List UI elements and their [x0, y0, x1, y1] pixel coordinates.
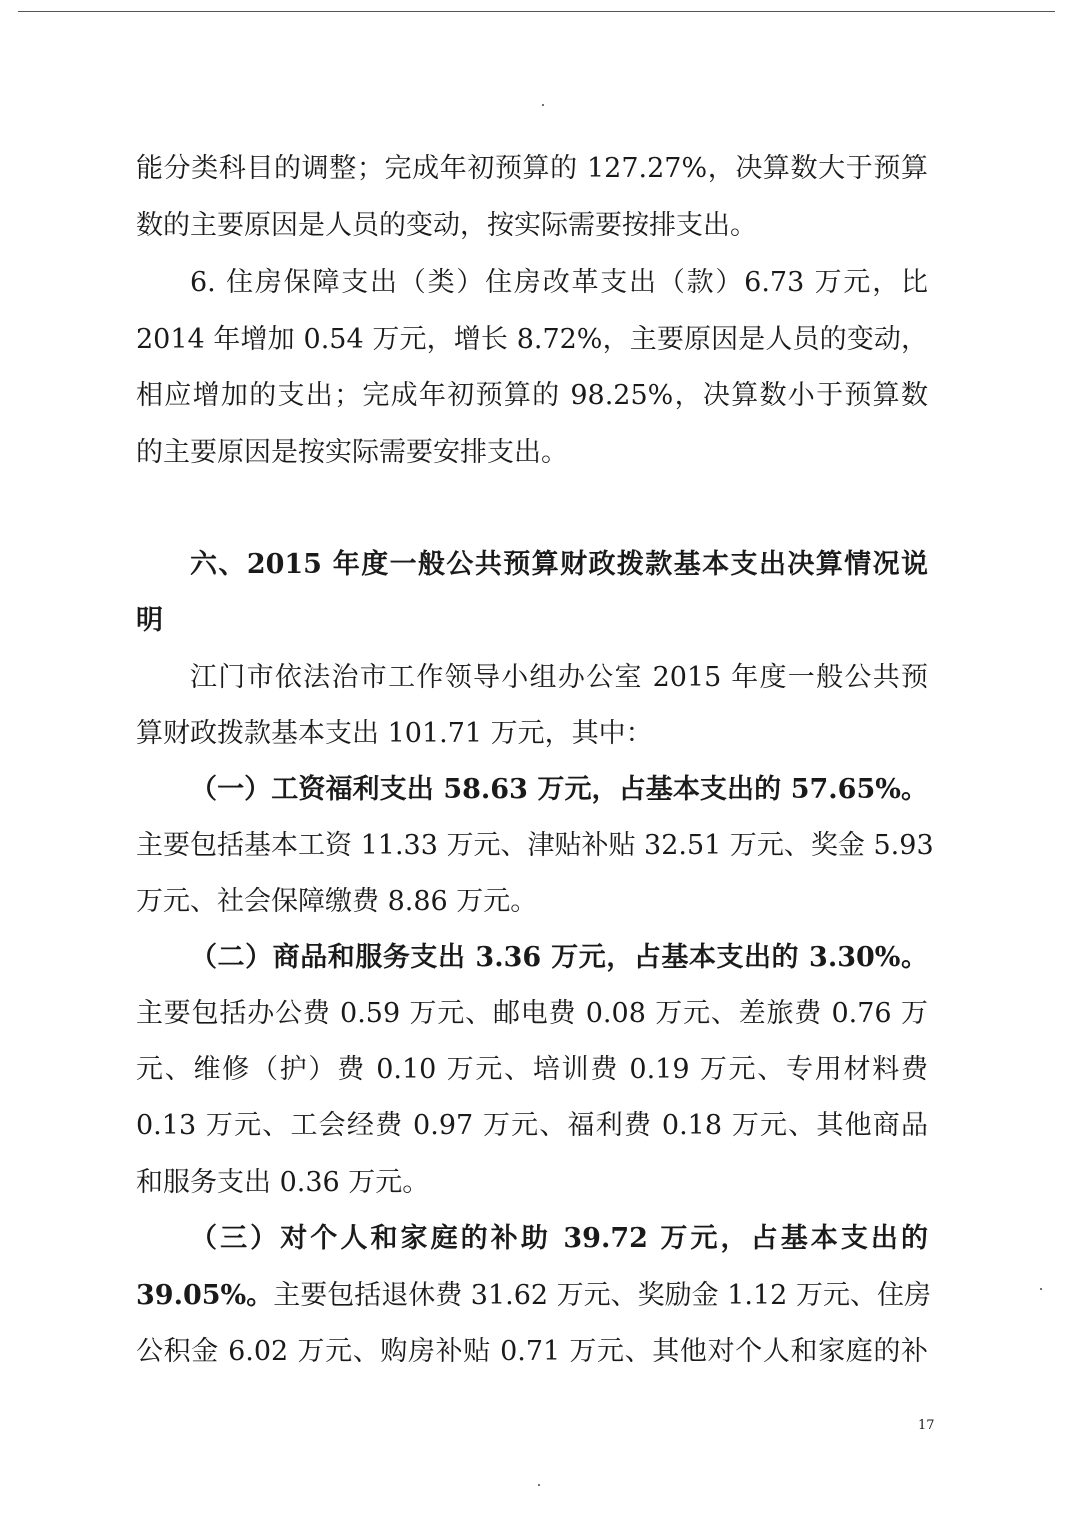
text-line: 主要包括办公费 0.59 万元、邮电费 0.08 万元、差旅费 0.76 万 [136, 998, 928, 1029]
subheading-goods-services: （二）商品和服务支出 3.36 万元，占基本支出的 3.30%。 [190, 942, 928, 973]
text-line: 和服务支出 0.36 万元。 [136, 1167, 430, 1198]
section-heading: 六、2015 年度一般公共预算财政拨款基本支出决算情况说 [190, 549, 928, 580]
text-line: 万元、社会保障缴费 8.86 万元。 [136, 886, 538, 917]
text-line: 能分类科目的调整；完成年初预算的 127.27%，决算数大于预算 [136, 153, 928, 184]
subheading-wages: （一）工资福利支出 58.63 万元，占基本支出的 57.65%。 [190, 774, 928, 805]
scan-speck [538, 1484, 540, 1486]
scan-speck [1040, 1288, 1042, 1290]
scan-speck [542, 104, 544, 106]
text-line: 主要包括退休费 31.62 万元、奖励金 1.12 万元、住房 [273, 1280, 931, 1311]
text-line: 公积金 6.02 万元、购房补贴 0.71 万元、其他对个人和家庭的补 [136, 1336, 928, 1367]
text-line-mixed [136, 1280, 931, 1311]
text-line: 主要包括基本工资 11.33 万元、津贴补贴 32.51 万元、奖金 5.93 [136, 830, 934, 861]
text-line: 算财政拨款基本支出 101.71 万元，其中： [136, 718, 653, 749]
text-line: 数的主要原因是人员的变动，按实际需要按排支出。 [136, 210, 757, 241]
subsidies-share: 39.05%。 [136, 1280, 274, 1311]
text-line: 的主要原因是按实际需要安排支出。 [136, 437, 568, 468]
text-line: 相应增加的支出；完成年初预算的 98.25%，决算数小于预算数 [136, 380, 928, 411]
text-line: 元、维修（护）费 0.10 万元、培训费 0.19 万元、专用材料费 [136, 1054, 928, 1085]
text-line: 2014 年增加 0.54 万元，增长 8.72%，主要原因是人员的变动， [136, 324, 928, 355]
page-number: 17 [918, 1418, 935, 1433]
text-line: 6. 住房保障支出（类）住房改革支出（款）6.73 万元，比 [190, 267, 928, 298]
text-line: 0.13 万元、工会经费 0.97 万元、福利费 0.18 万元、其他商品 [136, 1110, 928, 1141]
top-rule [18, 11, 1055, 12]
section-heading-continued: 明 [136, 605, 163, 636]
text-line: 江门市依法治市工作领导小组办公室 2015 年度一般公共预 [190, 662, 928, 693]
subheading-subsidies: （三）对个人和家庭的补助 39.72 万元，占基本支出的 [190, 1223, 928, 1254]
